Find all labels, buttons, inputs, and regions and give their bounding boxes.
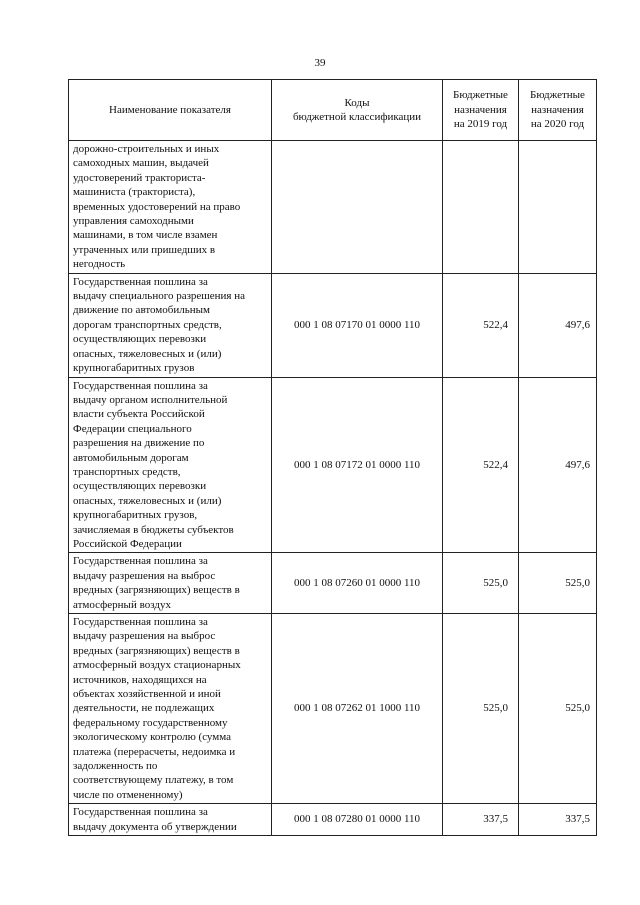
table-row xyxy=(69,553,597,614)
row-code: 000 1 08 07170 01 0000 110 xyxy=(272,273,443,377)
row-value-2019 xyxy=(443,141,519,274)
row-value-2020: 497,6 xyxy=(519,273,597,377)
header-codes-text: Коды бюджетной классификации xyxy=(292,96,422,123)
row-name: дорожно-строительных и иных самоходных машин, выдачей удостоверений тракториста- машиниста (тракториста), временных удостоверений на право управления самоходными машинами, в том числе взамен утраченных или пришедших в негодность xyxy=(69,141,272,274)
row-value-2020: 525,0 xyxy=(519,614,597,804)
header-2020-text: Бюджетные назначения на 2020 год xyxy=(530,89,585,131)
header-2019 xyxy=(443,80,519,141)
row-value-2019: 525,0 xyxy=(443,553,519,614)
row-value-2020: 497,6 xyxy=(519,377,597,553)
row-name: Государственная пошлина за выдачу разрешения на выброс вредных (загрязняющих) веществ в атмосферный воздух xyxy=(69,553,272,614)
row-name: Государственная пошлина за выдачу разрешения на выброс вредных (загрязняющих) веществ в атмосферный воздух стационарных источников, находящихся на объектах хозяйственной и иной деятельности, не подлежащих федеральному государственному экологическому контролю (сумма платежа (перерасчеты, недоимка и задолженность по соответствующему платежу, в том числе по отмененному) xyxy=(69,614,272,804)
table-row xyxy=(69,614,597,804)
table-row xyxy=(69,804,597,836)
row-value-2020 xyxy=(519,141,597,274)
row-code: 000 1 08 07260 01 0000 110 xyxy=(272,553,443,614)
row-value-2019: 337,5 xyxy=(443,804,519,836)
row-value-2019: 522,4 xyxy=(443,377,519,553)
header-name-text: Наименование показателя xyxy=(109,103,231,116)
header-name xyxy=(69,80,272,141)
row-value-2020: 337,5 xyxy=(519,804,597,836)
row-code: 000 1 08 07280 01 0000 110 xyxy=(272,804,443,836)
row-name: Государственная пошлина за выдачу органом исполнительной власти субъекта Российской Федерации специального разрешения на движение по автомобильным дорогам транспортных средств, осуществляющих перевозки опасных, тяжеловесных и (или) крупногабаритных грузов, зачисляемая в бюджеты субъектов Российской Федерации xyxy=(69,377,272,553)
header-2020 xyxy=(519,80,597,141)
row-name: Государственная пошлина за выдачу документа об утверждении xyxy=(69,804,272,836)
row-code: 000 1 08 07172 01 0000 110 xyxy=(272,377,443,553)
table-row xyxy=(69,141,597,274)
page-number: 39 xyxy=(314,57,326,69)
table-row xyxy=(69,273,597,377)
budget-table xyxy=(68,79,597,836)
row-code: 000 1 08 07262 01 1000 110 xyxy=(272,614,443,804)
header-codes xyxy=(272,80,443,141)
row-code xyxy=(272,141,443,274)
header-2019-text: Бюджетные назначения на 2019 год xyxy=(453,89,508,131)
row-value-2019: 525,0 xyxy=(443,614,519,804)
row-value-2020: 525,0 xyxy=(519,553,597,614)
table-header-row xyxy=(69,80,597,141)
row-name: Государственная пошлина за выдачу специального разрешения на движение по автомобильным дорогам транспортных средств, осуществляющих перевозки опасных, тяжеловесных и (или) крупногабаритных грузов xyxy=(69,273,272,377)
row-value-2019: 522,4 xyxy=(443,273,519,377)
table-row xyxy=(69,377,597,553)
